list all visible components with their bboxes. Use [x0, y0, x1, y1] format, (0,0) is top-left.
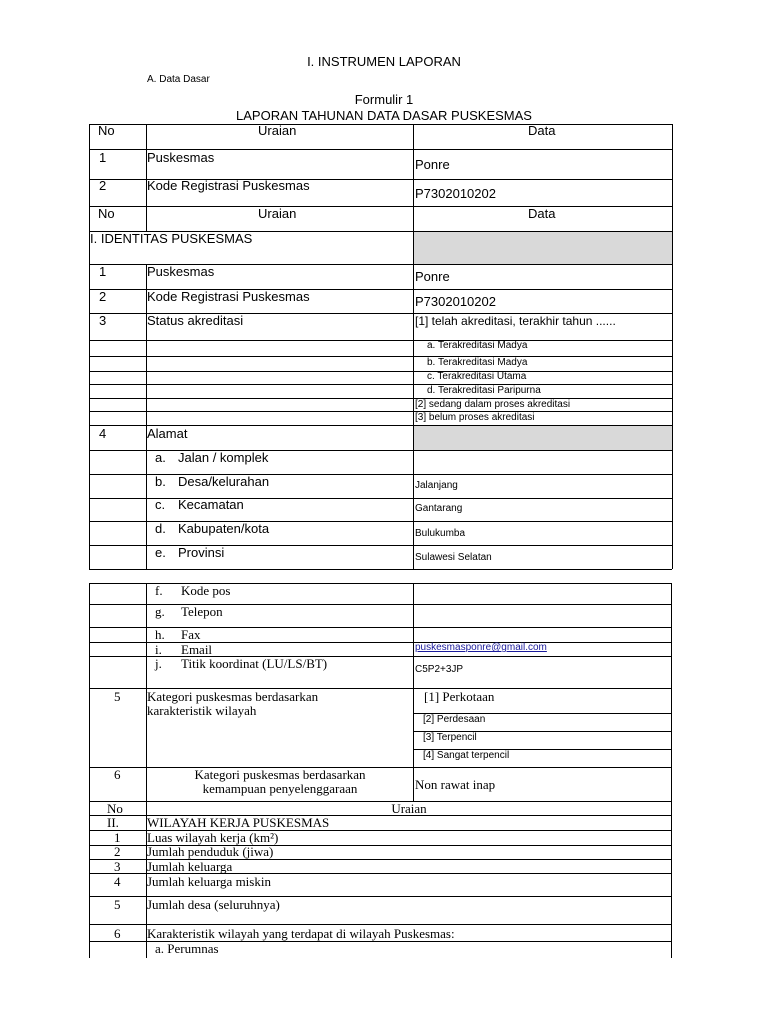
col-header-uraian: Uraian	[258, 123, 297, 138]
row-uraian: Luas wilayah kerja (km²)	[147, 830, 279, 845]
kontak-label: Kode pos	[181, 583, 231, 598]
email-link[interactable]: puskesmasponre@gmail.com	[415, 642, 547, 653]
alamat-letter: b.	[155, 474, 166, 489]
akreditasi-option: [2] sedang dalam proses akreditasi	[415, 399, 571, 410]
row-uraian: Kode Registrasi Puskesmas	[147, 178, 310, 193]
kontak-label: Titik koordinat (LU/LS/BT)	[181, 656, 328, 671]
kategori-label: Kategori puskesmas berdasarkan	[194, 767, 366, 782]
form-number: Formulir 1	[354, 92, 414, 107]
alamat-letter: d.	[155, 521, 166, 536]
row-uraian: Jumlah keluarga miskin	[147, 874, 271, 889]
row-data: P7302010202	[415, 186, 496, 201]
row-uraian: Alamat	[147, 426, 188, 441]
col-header-uraian: Uraian	[391, 801, 427, 816]
alamat-letter: e.	[155, 545, 166, 560]
akreditasi-option: [3] belum proses akreditasi	[415, 412, 535, 423]
akreditasi-option: a. Terakreditasi Madya	[427, 340, 528, 351]
akreditasi-option: d. Terakreditasi Paripurna	[427, 385, 541, 396]
row-no: 2	[114, 844, 121, 859]
section-heading: WILAYAH KERJA PUSKESMAS	[147, 815, 330, 830]
row-no: 4	[99, 426, 107, 441]
row-uraian: Jumlah penduduk (jiwa)	[147, 844, 274, 859]
sub-item: a. Perumnas	[155, 941, 219, 956]
row-uraian: Karakteristik wilayah yang terdapat di wilayah Puskesmas:	[147, 926, 455, 941]
col-header-data: Data	[528, 206, 556, 221]
row-no: 6	[114, 767, 121, 782]
row-uraian: Kode Registrasi Puskesmas	[147, 289, 310, 304]
row-no: 6	[114, 926, 121, 941]
kontak-letter: f.	[155, 583, 163, 598]
alamat-label: Kabupaten/kota	[178, 521, 270, 536]
col-header-no: No	[107, 801, 123, 816]
akreditasi-option: c. Terakreditasi Utama	[427, 371, 527, 382]
kontak-letter: j.	[155, 656, 162, 671]
col-header-no: No	[98, 206, 115, 221]
kontak-label: Email	[181, 642, 213, 657]
alamat-letter: c.	[155, 497, 166, 512]
kategori-label: Kategori puskesmas berdasarkan	[147, 689, 319, 704]
row-uraian: Jumlah desa (seluruhnya)	[147, 897, 280, 912]
row-uraian: Puskesmas	[147, 264, 215, 279]
kontak-letter: h.	[155, 627, 165, 642]
alamat-value: Gantarang	[415, 503, 463, 514]
row-uraian: Status akreditasi	[147, 313, 244, 328]
row-data: [1] telah akreditasi, terakhir tahun ......	[415, 314, 616, 328]
kategori-option: [2] Perdesaan	[423, 714, 486, 725]
row-no: 5	[114, 689, 121, 704]
row-uraian: Jumlah keluarga	[147, 859, 233, 874]
alamat-value: Sulawesi Selatan	[415, 552, 492, 563]
row-no: 2	[99, 178, 107, 193]
row-no: 4	[114, 874, 121, 889]
koordinat-value: C5P2+3JP	[415, 664, 464, 675]
col-header-data: Data	[528, 123, 556, 138]
shaded-cell	[414, 232, 672, 264]
alamat-value: Jalanjang	[415, 480, 458, 491]
row-no: 1	[99, 150, 107, 165]
kategori-option: [1] Perkotaan	[424, 689, 495, 704]
kontak-label: Fax	[181, 627, 201, 642]
akreditasi-option: b. Terakreditasi Madya	[427, 357, 528, 368]
document-title: I. INSTRUMEN LAPORAN	[307, 54, 461, 69]
alamat-label: Desa/kelurahan	[178, 474, 270, 489]
kategori-option: [4] Sangat terpencil	[423, 750, 510, 761]
kontak-label: Telepon	[181, 604, 223, 619]
shaded-cell	[414, 425, 672, 450]
alamat-value: Bulukumba	[415, 528, 466, 539]
alamat-letter: a.	[155, 450, 166, 465]
alamat-label: Kecamatan	[178, 497, 244, 512]
row-no: 1	[114, 830, 121, 845]
kategori-value: Non rawat inap	[415, 777, 496, 792]
row-no: 3	[114, 859, 121, 874]
row-uraian: Puskesmas	[147, 150, 215, 165]
form-title: LAPORAN TAHUNAN DATA DASAR PUSKESMAS	[236, 108, 532, 123]
kategori-label: kemampuan penyelenggaraan	[202, 781, 358, 796]
kontak-letter: g.	[155, 604, 165, 619]
row-no: 2	[99, 289, 107, 304]
alamat-label: Provinsi	[178, 545, 225, 560]
row-no: 5	[114, 897, 121, 912]
row-data: Ponre	[415, 269, 450, 284]
row-no: 3	[99, 313, 107, 328]
col-header-no: No	[98, 123, 115, 138]
section-no: II.	[107, 815, 119, 830]
section-heading: I. IDENTITAS PUSKESMAS	[90, 231, 253, 246]
alamat-label: Jalan / komplek	[178, 450, 269, 465]
col-header-uraian: Uraian	[258, 206, 297, 221]
row-data: P7302010202	[415, 294, 496, 309]
kontak-letter: i.	[155, 642, 162, 657]
section-subtitle: A. Data Dasar	[147, 74, 210, 85]
kategori-label: karakteristik wilayah	[147, 703, 257, 718]
row-data: Ponre	[415, 157, 450, 172]
kategori-option: [3] Terpencil	[423, 732, 477, 743]
row-no: 1	[99, 264, 107, 279]
